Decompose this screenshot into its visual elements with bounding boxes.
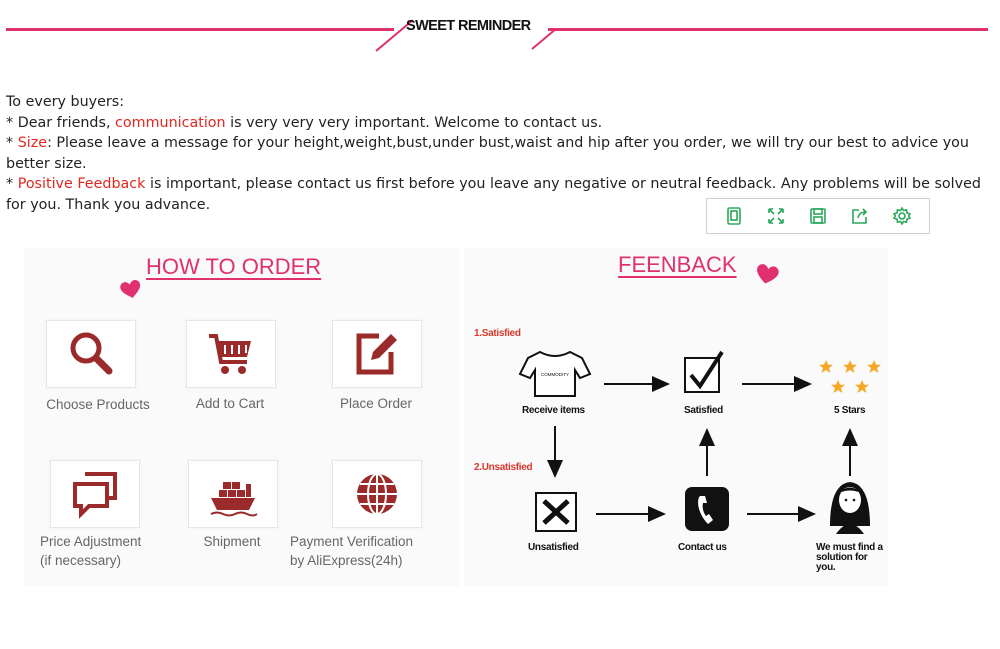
notice-greeting: To every buyers: <box>6 94 125 110</box>
contact-us-label: Contact us <box>678 542 727 553</box>
heart-icon <box>120 280 142 300</box>
choose-products-card <box>46 320 136 388</box>
notice-text: * <box>6 135 18 152</box>
notice-line-size <box>6 133 996 174</box>
satisfied-tag: 1.Satisfied <box>474 328 521 339</box>
feedback-title: FEENBACK <box>618 252 737 277</box>
notice-text: : Please leave a message for your height,weight,bust,under bust,waist and hip after you order, we will try our best to advice you better size. <box>6 135 969 172</box>
check-icon <box>685 352 722 392</box>
banner-line-left <box>6 28 394 31</box>
unsatisfied-tag: 2.Unsatisfied <box>474 462 533 473</box>
price-adjustment-line1: Price Adjustment <box>40 534 142 549</box>
shirt-icon <box>520 352 590 396</box>
shipment-card <box>188 460 278 528</box>
payment-verification-line2: by AliExpress(24h) <box>290 553 403 568</box>
price-adjustment-line2: (if necessary) <box>40 553 122 568</box>
place-order-label: Place Order <box>339 396 413 411</box>
five-stars-label: 5 Stars <box>834 405 866 416</box>
price-adjustment-card <box>50 460 140 528</box>
receive-items-label: Receive items <box>522 405 585 416</box>
notice-text: * <box>6 176 18 193</box>
payment-verification-line1: Payment Verification <box>290 534 414 549</box>
choose-products-label: Choose Products <box>46 397 150 412</box>
place-order-card <box>332 320 422 388</box>
tablet-icon[interactable] <box>723 205 745 227</box>
banner-slash-right <box>531 29 555 50</box>
banner-title: SWEET REMINDER <box>406 18 531 34</box>
cart-icon <box>205 328 257 380</box>
expand-icon[interactable] <box>765 205 787 227</box>
notice-line-communication <box>6 113 996 134</box>
solution-label: We must find a solution for you. <box>816 542 883 573</box>
cross-icon <box>536 493 576 531</box>
notice-highlight: Size <box>17 135 48 152</box>
notice-text: * Dear friends, <box>6 114 116 131</box>
notice-text: is important, please contact us first before you leave any negative or neutral feedback. Any problems will be solved for you. Thank you advance. <box>6 176 981 213</box>
star-icon <box>819 360 881 393</box>
shipment-label: Shipment <box>203 534 261 549</box>
unsatisfied-label: Unsatisfied <box>528 542 579 553</box>
ship-icon <box>207 468 259 520</box>
satisfied-label: Satisfied <box>684 405 723 416</box>
search-icon <box>65 328 117 380</box>
heart-icon <box>755 264 779 286</box>
price-adjustment-label <box>40 532 141 570</box>
notice-highlight: Positive Feedback <box>17 176 146 193</box>
avatar-icon <box>830 482 870 534</box>
payment-verification-card <box>332 460 422 528</box>
globe-icon <box>351 468 403 520</box>
notice-text: is very very very important. Welcome to contact us. <box>225 114 603 131</box>
edit-icon <box>351 328 403 380</box>
payment-verification-label <box>290 532 413 570</box>
image-toolbar <box>706 198 930 234</box>
save-icon[interactable] <box>807 205 829 227</box>
chat-icon <box>69 468 121 520</box>
how-to-order-title: HOW TO ORDER <box>146 254 322 279</box>
banner-line-right <box>548 28 988 31</box>
notice-highlight: communication <box>115 114 226 131</box>
share-icon[interactable] <box>849 205 871 227</box>
phone-icon <box>685 487 729 531</box>
shirt-text: COMMODITY <box>541 372 569 377</box>
add-to-cart-label: Add to Cart <box>195 396 265 411</box>
gear-icon[interactable] <box>891 205 913 227</box>
add-to-cart-card <box>186 320 276 388</box>
